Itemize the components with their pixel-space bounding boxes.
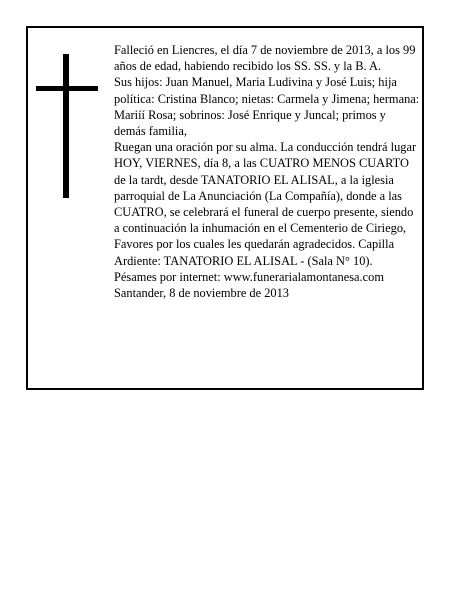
funeral-details: Ruegan una oración por su alma. La conducción tendrá lugar HOY, VIERNES, día 8, a las CUATRO MENOS CUARTO de la tardt, desde TANATORIO EL ALISAL, a la iglesia parroquial de La Anunciación (La Compañía), donde a las CUATRO, se celebrará el funeral de cuerpo presente, siendo a continuación la inhumación en el Cementerio de Ciriego, Favores por los cuales les quedarán agradecidos. Capilla Ardiente: TANATORIO EL ALISAL - (Sala N° 10).	[114, 140, 417, 268]
notice-text	[114, 42, 420, 301]
death-announcement: Falleció en Liencres, el día 7 de noviembre de 2013, a los 99 años de edad, habiendo recibido los SS. SS. y la B. A.	[114, 43, 416, 74]
cross-vertical-bar	[63, 54, 69, 198]
obituary-notice	[26, 26, 424, 390]
family-list: Sus hijos: Juan Manuel, Maria Ludivina y José Luis; hija política: Cristina Blanco; nietas: Carmela y Jimena; hermana: Mariíí Rosa; sobrinos: José Enrique y Juncal; primos y demás familia,	[114, 75, 420, 139]
condolences-website: Pésames por internet: www.funerarialamontanesa.com	[114, 269, 384, 284]
cross-icon	[36, 54, 98, 198]
place-and-date: Santander, 8 de noviembre de 2013	[114, 286, 289, 301]
cross-horizontal-bar	[36, 86, 98, 91]
